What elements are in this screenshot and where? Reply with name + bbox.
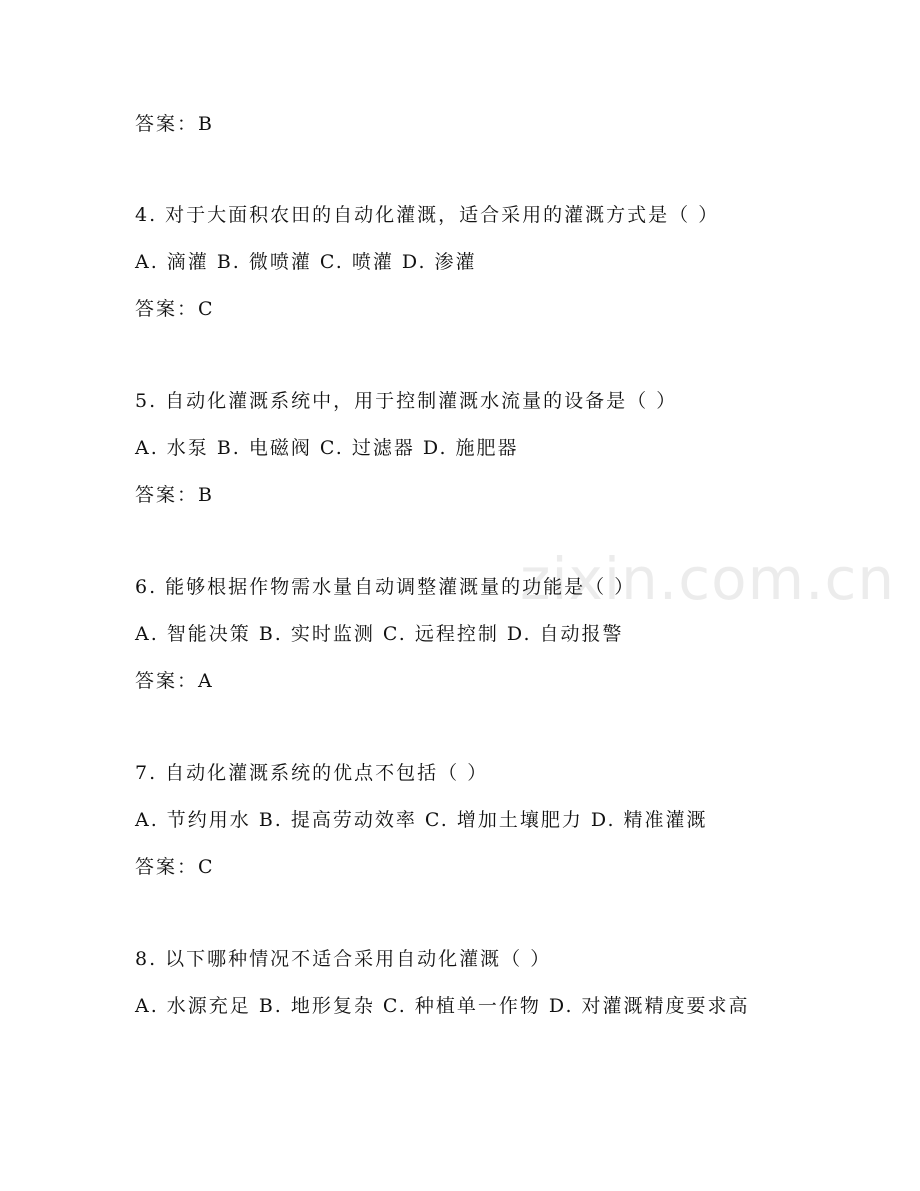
q4-answer: 答案：C (135, 298, 215, 320)
q7-options: A. 节约用水 B. 提高劳动效率 C. 增加土壤肥力 D. 精准灌溉 (135, 809, 708, 831)
q6-options: A. 智能决策 B. 实时监测 C. 远程控制 D. 自动报警 (135, 623, 624, 645)
q7-answer: 答案：C (135, 856, 215, 878)
watermark: zixin.com.cn (520, 545, 896, 613)
q5-answer: 答案：B (135, 484, 214, 506)
q5-question: 5. 自动化灌溉系统中，用于控制灌溉水流量的设备是（ ） (135, 390, 678, 412)
q8-question: 8. 以下哪种情况不适合采用自动化灌溉（ ） (135, 948, 552, 970)
q5-options: A. 水泵 B. 电磁阀 C. 过滤器 D. 施肥器 (135, 437, 519, 459)
q4-question: 4. 对于大面积农田的自动化灌溉，适合采用的灌溉方式是（ ） (135, 204, 720, 226)
q4-options: A. 滴灌 B. 微喷灌 C. 喷灌 D. 渗灌 (135, 251, 477, 273)
q8-options: A. 水源充足 B. 地形复杂 C. 种植单一作物 D. 对灌溉精度要求高 (135, 995, 750, 1017)
q3-answer: 答案：B (135, 113, 214, 135)
q7-question: 7. 自动化灌溉系统的优点不包括（ ） (135, 762, 489, 784)
q6-answer: 答案：A (135, 670, 214, 692)
q6-question: 6. 能够根据作物需水量自动调整灌溉量的功能是（ ） (135, 576, 636, 598)
